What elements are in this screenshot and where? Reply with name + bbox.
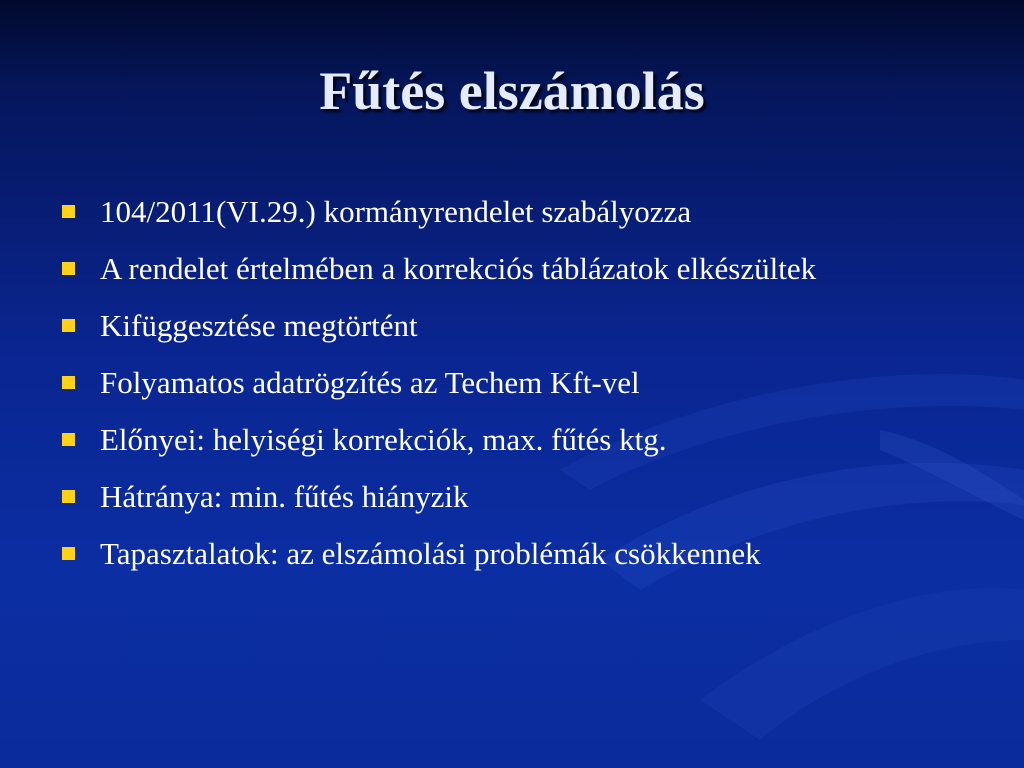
square-bullet-icon bbox=[62, 547, 75, 560]
square-bullet-icon bbox=[62, 433, 75, 446]
bullet-list bbox=[62, 190, 942, 589]
bullet-text: Tapasztalatok: az elszámolási problémák csökkennek bbox=[100, 536, 761, 571]
list-item bbox=[62, 190, 942, 234]
bullet-text: Folyamatos adatrögzítés az Techem Kft-vel bbox=[100, 365, 640, 400]
list-item bbox=[62, 475, 942, 519]
list-item bbox=[62, 418, 942, 462]
list-item bbox=[62, 247, 942, 291]
bullet-text: 104/2011(VI.29.) kormányrendelet szabályozza bbox=[100, 194, 692, 229]
list-item bbox=[62, 304, 942, 348]
square-bullet-icon bbox=[62, 490, 75, 503]
list-item bbox=[62, 361, 942, 405]
list-item bbox=[62, 532, 942, 576]
square-bullet-icon bbox=[62, 262, 75, 275]
bullet-text: Kifüggesztése megtörtént bbox=[100, 308, 418, 343]
square-bullet-icon bbox=[62, 205, 75, 218]
bullet-text: Előnyei: helyiségi korrekciók, max. fűtés ktg. bbox=[100, 422, 667, 457]
square-bullet-icon bbox=[62, 319, 75, 332]
bullet-text: A rendelet értelmében a korrekciós táblázatok elkészültek bbox=[100, 251, 817, 286]
bullet-text: Hátránya: min. fűtés hiányzik bbox=[100, 479, 469, 514]
slide-title: Fűtés elszámolás bbox=[319, 61, 705, 121]
square-bullet-icon bbox=[62, 376, 75, 389]
